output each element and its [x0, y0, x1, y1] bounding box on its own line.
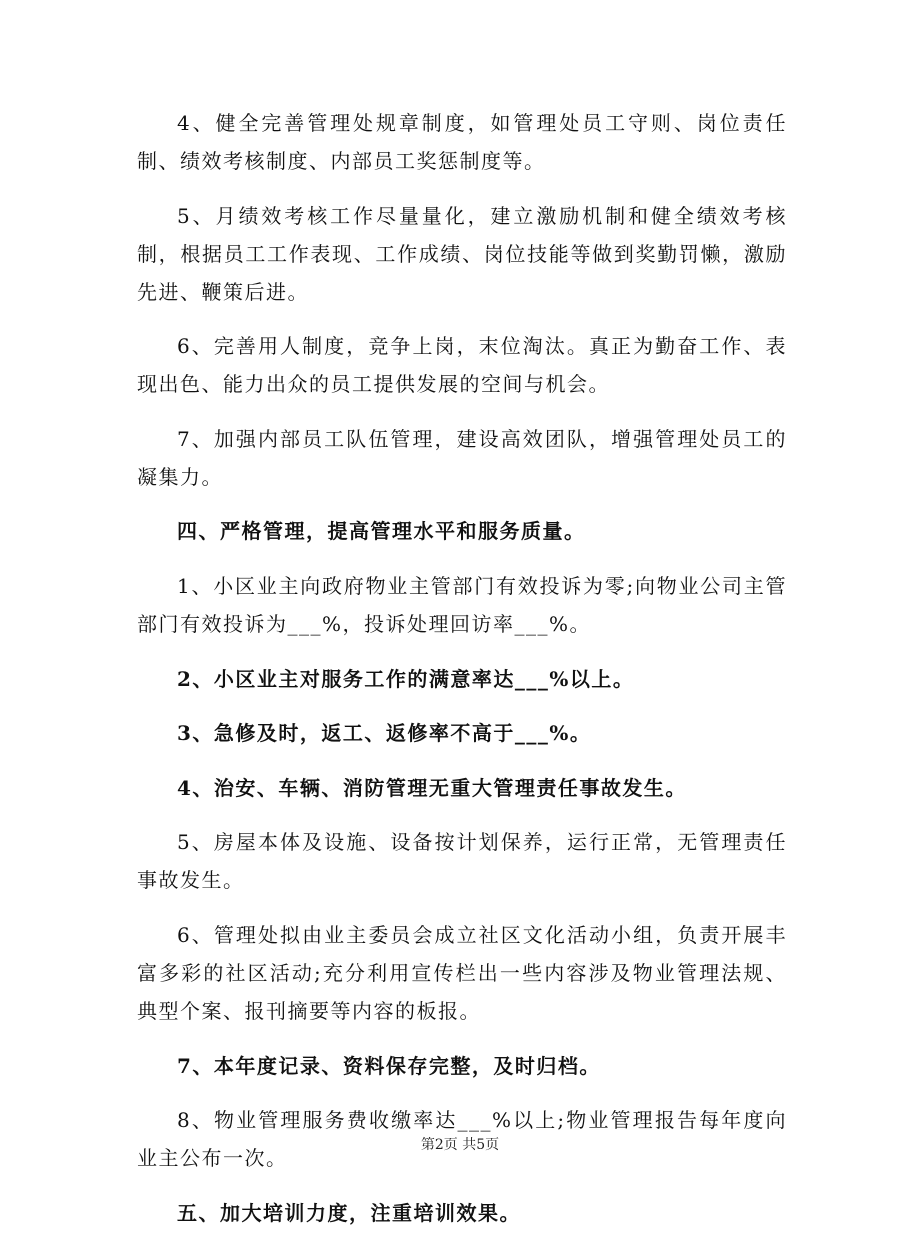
paragraph: 8、物业管理服务费收缴率达___%以上;物业管理报告每年度向业主公布一次。 — [137, 1108, 787, 1171]
paragraph: 1、小区业主向政府物业主管部门有效投诉为零;向物业公司主管部门有效投诉为___%，投诉处理回访率___%。 — [137, 573, 787, 636]
paragraph: 2、小区业主对服务工作的满意率达___%以上。 — [177, 666, 635, 691]
paragraph: 7、本年度记录、资料保存完整，及时归档。 — [177, 1053, 601, 1078]
paragraph: 5、月绩效考核工作尽量量化，建立激励机制和健全绩效考核制，根据员工工作表现、工作成绩、岗位技能等做到奖勤罚懒，激励先进、鞭策后进。 — [137, 203, 787, 304]
section-heading: 五、加大培训力度，注重培训效果。 — [177, 1200, 521, 1225]
section-heading: 四、严格管理，提高管理水平和服务质量。 — [177, 519, 586, 544]
paragraph: 4、健全完善管理处规章制度，如管理处员工守则、岗位责任制、绩效考核制度、内部员工奖惩制度等。 — [137, 111, 787, 173]
paragraph: 3、急修及时，返工、返修率不高于___%。 — [177, 721, 592, 746]
paragraph: 7、加强内部员工队伍管理，建设高效团队，增强管理处员工的凝集力。 — [137, 426, 787, 489]
paragraph: 6、管理处拟由业主委员会成立社区文化活动小组，负责开展丰富多彩的社区活动;充分利用宣传栏出一些内容涉及物业管理法规、典型个案、报刊摘要等内容的板报。 — [137, 922, 787, 1023]
paragraph: 4、治安、车辆、消防管理无重大管理责任事故发生。 — [177, 775, 687, 800]
document-body — [137, 104, 787, 1248]
paragraph: 5、房屋本体及设施、设备按计划保养，运行正常，无管理责任事故发生。 — [137, 830, 787, 893]
page-number-footer: 第2页 共5页 — [420, 1137, 500, 1153]
paragraph: 6、完善用人制度，竞争上岗，末位淘汰。真正为勤奋工作、表现出色、能力出众的员工提供发展的空间与机会。 — [137, 334, 787, 397]
